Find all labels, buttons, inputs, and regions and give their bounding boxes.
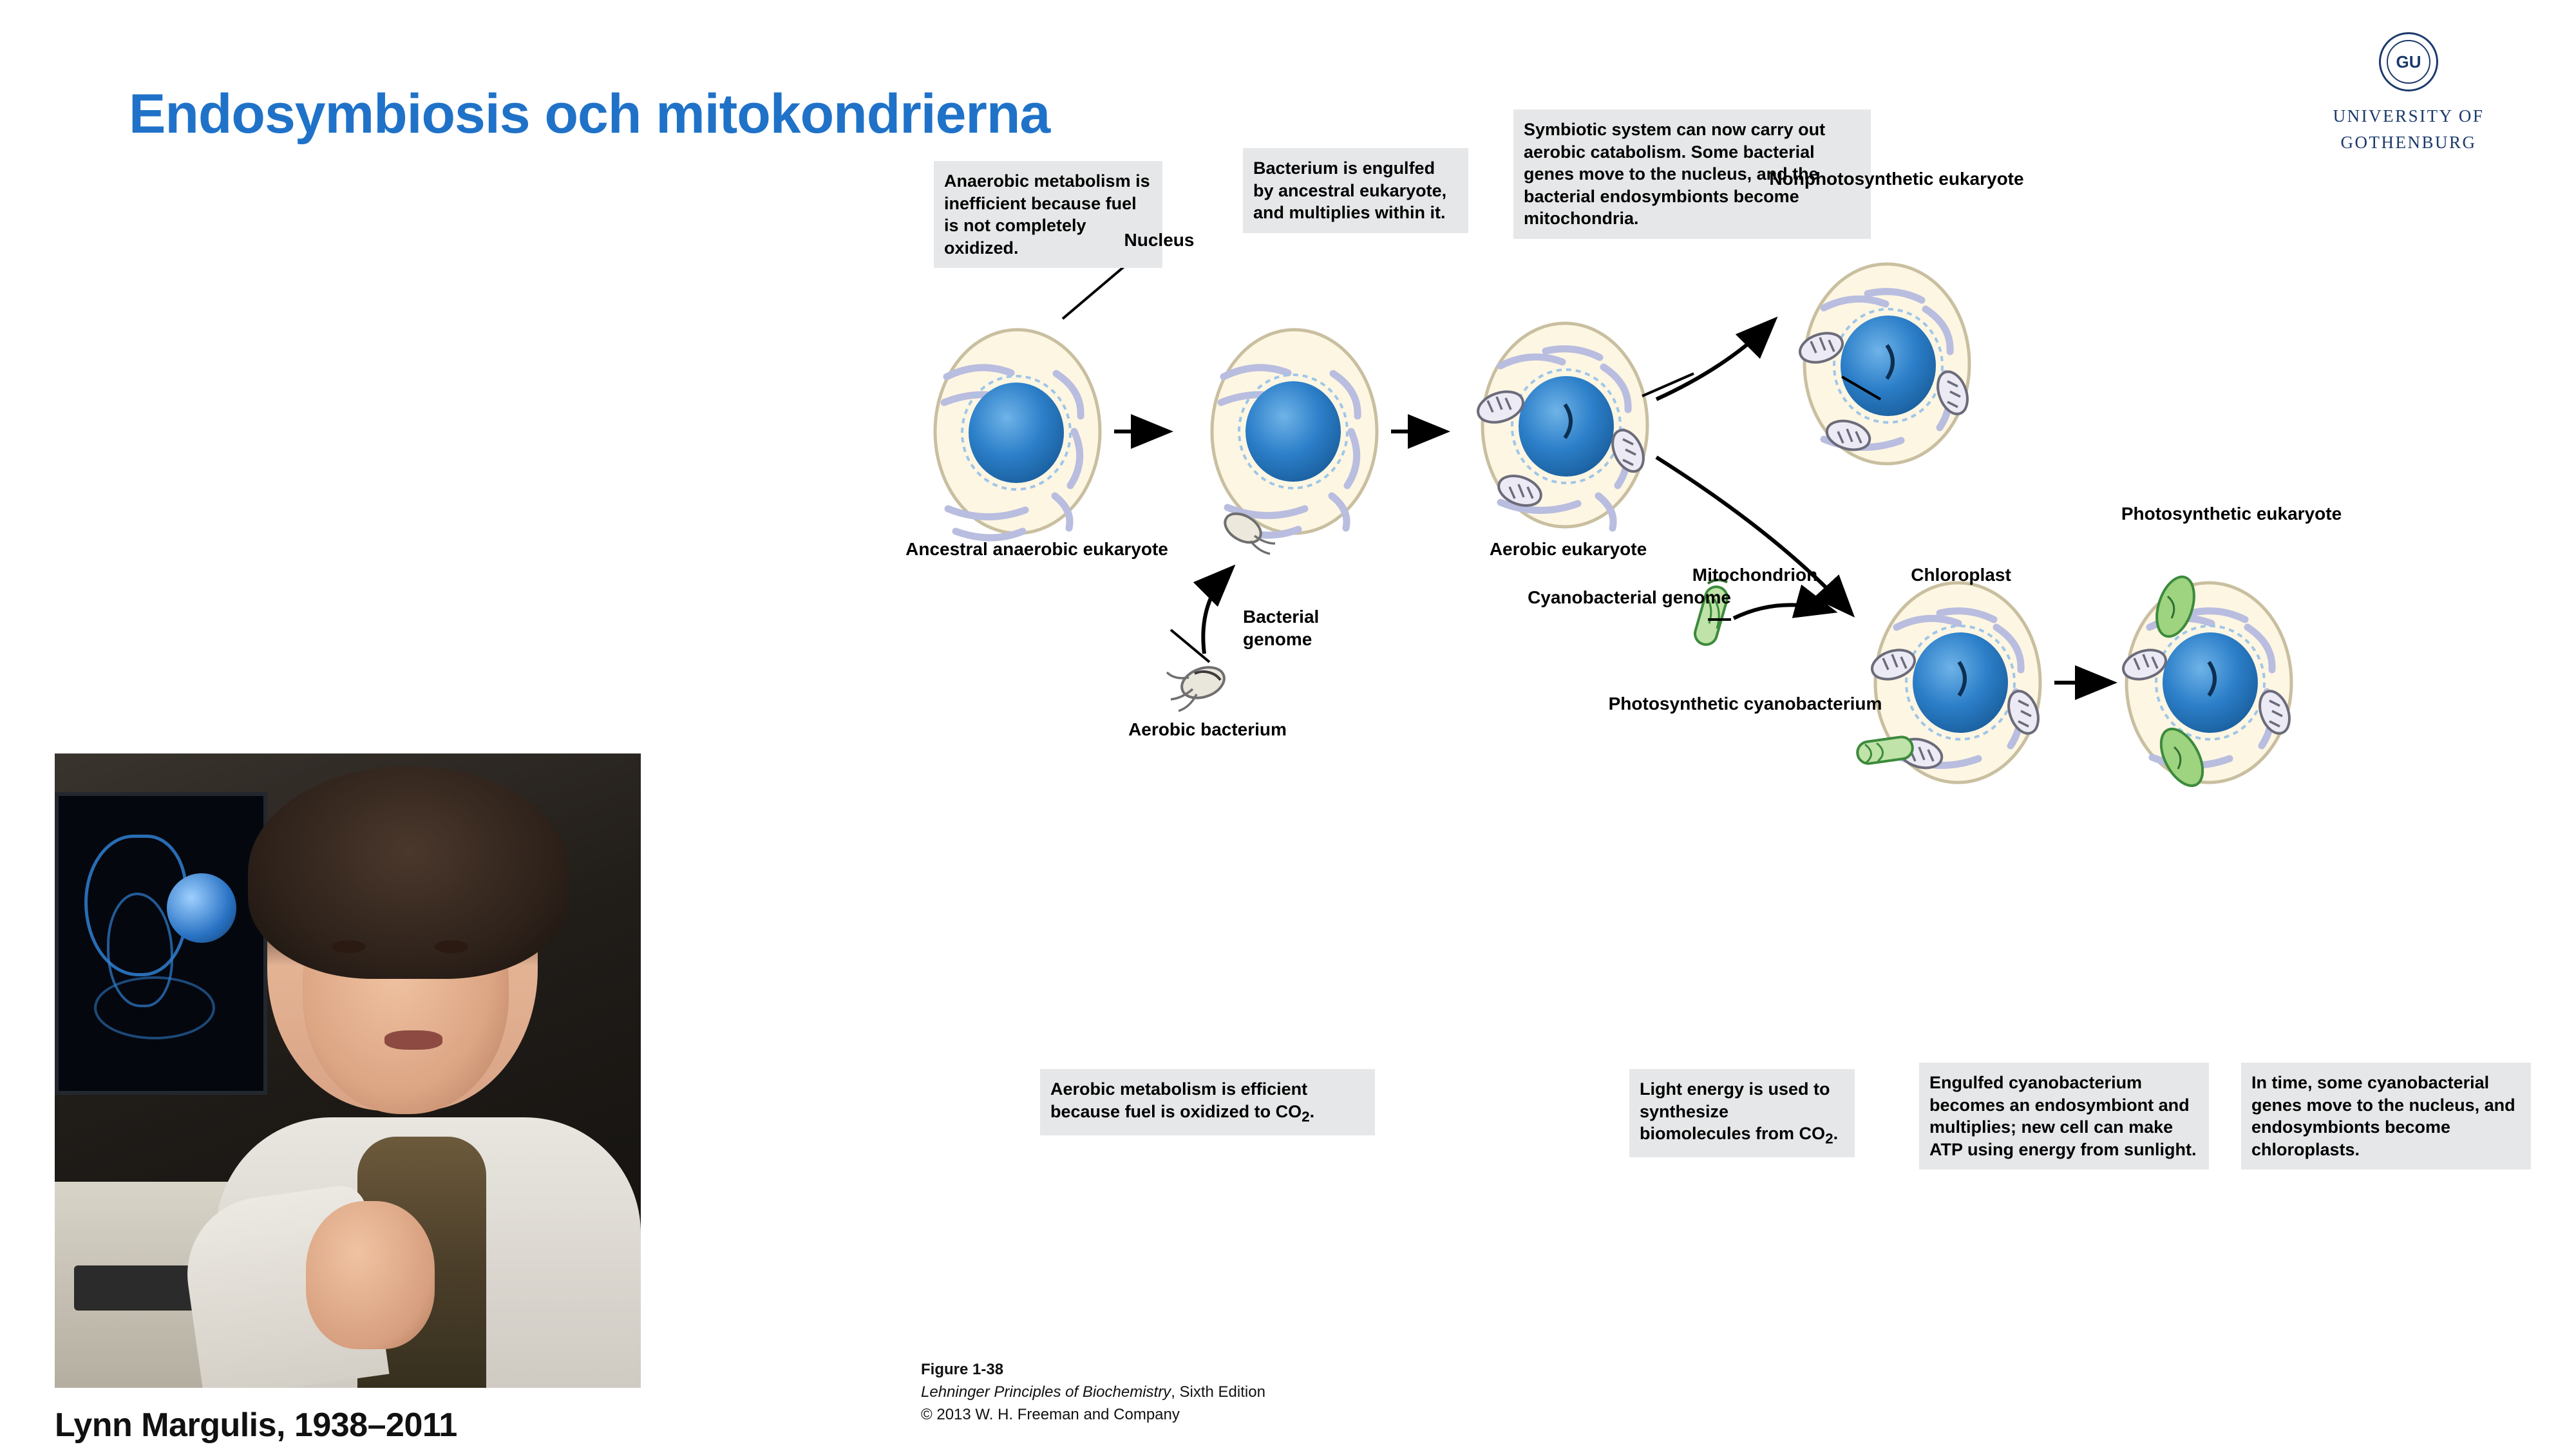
person-mouth (384, 1030, 442, 1050)
person-eye-right (435, 940, 468, 953)
page-title: Endosymbiosis och mitokondrierna (129, 83, 1050, 145)
callout-symbiotic-system: Symbiotic system can now carry out aerobic catabolism. Some bacterial genes move to the nucleus, and the bacterial endosymbionts become mitochondria. (1513, 109, 1871, 239)
label-chloroplast: Chloroplast (1911, 565, 2011, 585)
monitor-graphic-3 (94, 976, 215, 1039)
label-mitochondrion: Mitochondrion (1692, 565, 1818, 585)
arrow-branch-up (1656, 322, 1772, 399)
university-seal-icon (2379, 32, 2438, 91)
university-name-line1: UNIVERSITY OF (2333, 106, 2485, 126)
portrait-block (55, 753, 641, 1444)
arrow-cyanobacterium (1734, 605, 1830, 618)
cell-aerobic-eukaryote (1474, 323, 1649, 528)
university-name-line2: GOTHENBURG (2340, 132, 2477, 152)
figure-illustration (902, 238, 2524, 1410)
label-bacterial-genome: Bacterial genome (1243, 607, 1320, 649)
person-hair (248, 766, 570, 979)
callout-engulfed-cyanobacterium: Engulfed cyanobacterium becomes an endosymbiont and multiplies; new cell can make ATP using energy from sunlight. (1919, 1063, 2209, 1170)
monitor-sphere-graphic (167, 873, 236, 943)
label-aerobic-eukaryote: Aerobic eukaryote (1489, 539, 1647, 559)
callout-anaerobic-metabolism: Anaerobic metabolism is inefficient because fuel is not completely oxidized. (934, 161, 1162, 268)
cell-ancestral-anaerobic-eukaryote (935, 330, 1100, 538)
callout-light-energy: Light energy is used to synthesize biomolecules from $CO_2$. (1629, 1069, 1855, 1157)
figure-source-edition: , Sixth Edition (1171, 1383, 1265, 1401)
callout-bacterium-engulfed: Bacterium is engulfed by ancestral eukaryote, and multiplies within it. (1243, 148, 1468, 233)
aerobic-bacterium-icon (1167, 662, 1228, 711)
callout-genes-to-nucleus: In time, some cyanobacterial genes move to the nucleus, and endosymbionts become chloroplasts. (2241, 1063, 2531, 1170)
label-cyanobacterial-genome: Cyanobacterial genome (1528, 587, 1731, 607)
computer-monitor-icon (55, 792, 267, 1095)
cell-photosynthetic-eukaryote (2119, 572, 2295, 792)
portrait-photo (55, 753, 641, 1388)
label-nonphotosynthetic-eukaryote: Nonphotosynthetic eukaryote (1769, 169, 2024, 189)
figure-source-title: Lehninger Principles of Biochemistry (921, 1383, 1171, 1401)
label-ancestral-anaerobic-eukaryote: Ancestral anaerobic eukaryote (905, 539, 1168, 559)
label-photosynthetic-eukaryote: Photosynthetic eukaryote (2121, 504, 2342, 524)
portrait-caption: Lynn Margulis, 1938–2011 (55, 1406, 457, 1444)
figure-copyright: © 2013 W. H. Freeman and Company (921, 1405, 1180, 1423)
cell-engulfing-bacterium (1212, 330, 1377, 554)
cell-engulfed-cyanobacterium (1856, 583, 2043, 782)
person-hand (306, 1201, 435, 1349)
university-seal-text: GU (2396, 52, 2421, 71)
label-photosynthetic-cyanobacterium: Photosynthetic cyanobacterium (1608, 694, 1882, 714)
figure-number: Figure 1-38 (921, 1361, 1004, 1378)
cell-nonphotosynthetic-eukaryote (1796, 264, 1973, 464)
arrow-bacterium-to-cell2 (1203, 570, 1230, 654)
label-leader-lines (1063, 258, 1880, 662)
person-eye-left (332, 940, 365, 953)
callout-aerobic-metabolism: Aerobic metabolism is efficient because fuel is oxidized to $CO_2$. (1040, 1069, 1375, 1135)
label-nucleus: Nucleus (1124, 230, 1195, 250)
figure-credit (921, 1359, 1265, 1426)
university-logo (2312, 32, 2505, 155)
label-aerobic-bacterium: Aerobic bacterium (1128, 719, 1287, 739)
